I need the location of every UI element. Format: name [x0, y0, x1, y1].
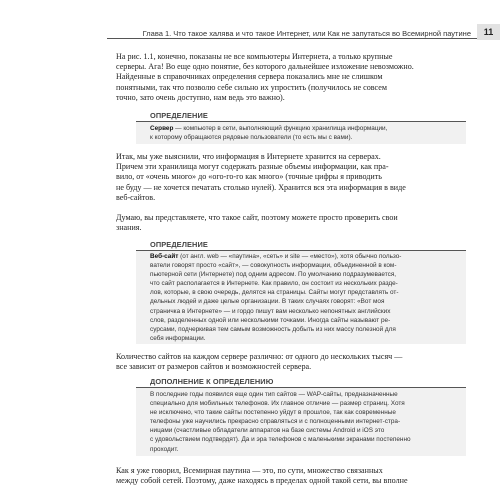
- text-line: дельных людей и даже целые организации. В таких случаях говорят: «Вот моя: [150, 298, 385, 306]
- text-line: телефоны уже научились прекрасно справляться и с полноценными интернет-стра-: [150, 418, 401, 426]
- paragraph-servers-intro: [116, 52, 476, 103]
- text-line: не исключено, что такие сайты постепенно уйдут в прошлое, так как современные: [150, 409, 396, 417]
- text-line: специально для мобильных телефонов. Их главное отличие — размер страниц. Хотя: [150, 400, 405, 408]
- definition-box-heading: ОПРЕДЕЛЕНИЕ: [136, 240, 466, 251]
- text-line: точно, зато очень доступно, нам ведь это важно).: [116, 92, 285, 102]
- text-line: понятными, так что позволю себе сильно их упростить (получилось не совсем: [116, 82, 387, 92]
- paragraph-servers-storage: [116, 152, 476, 203]
- text-line: Причем эти хранилища могут содержать разные объемы информации, как пра-: [116, 162, 389, 172]
- text-line: Количество сайтов на каждом сервере различно: от одного до нескольких тысяч —: [116, 352, 403, 361]
- text-line: Думаю, вы представляете, что такое сайт, поэтому можете просто проверить свои: [116, 213, 398, 222]
- definition-box-website-text: Веб-сайт (от англ. web — «паутина», «сеть» и site — «место»), хотя обычно пользо- ватели говорят просто «сайт», — совокупность информации, объединенной в ком- пьютерной сети (Интернете) под одним адресом. По умолчанию подразумевается, что сайт располагается в Интернете. Как правило, он состоит из нескольких разде- лов, которые, в свою очередь, делятся на страницы. Сайты могут представлять от- дельных людей и даже целые организации. В таких случаях говорят: «Вот моя страничка в Интернете» — и гордо пишут вам несколько непонятных английских слов, разделенных одной или несколькими точками. Иногда сайты называют ре- сурсами, подчеркивая тем самым возможность добыть из них массу полезной для себя информации.: [150, 252, 460, 343]
- text-line: веб-сайтов.: [116, 192, 156, 202]
- page-header: [0, 0, 500, 42]
- text-line: что сайт располагается в Интернете. Как правило, он состоит из нескольких разде-: [150, 280, 398, 288]
- running-header-title: Глава 1. Что такое халява и что такое Интернет, или Как не запутаться во Всемирной паутине: [142, 29, 471, 38]
- page-number: 11: [477, 24, 500, 40]
- addendum-box-wap-text: [150, 390, 460, 454]
- text-line: себя информации.: [150, 334, 206, 342]
- addendum-box-heading: ДОПОЛНЕНИЕ К ОПРЕДЕЛЕНИЮ: [136, 377, 466, 388]
- text-line: страничка в Интернете» — и гордо пишут вам несколько непонятных английских: [150, 307, 391, 315]
- text-line: ницами (счастливые обладатели аппаратов на базе системы Android и iOS это: [150, 427, 385, 435]
- text-line: знания.: [116, 223, 142, 233]
- term-server: Сервер: [150, 125, 174, 132]
- text-line: проходит.: [150, 445, 179, 453]
- text-line: все зависит от размеров сайтов и возможностей сервера.: [116, 362, 312, 372]
- text-line: к которому обращаются рядовые пользователи (то есть мы с вами).: [150, 134, 353, 142]
- term-website: Веб-сайт: [150, 253, 179, 260]
- text-line: В последние годы появился еще один тип сайтов — WAP-сайты, предназначенные: [150, 391, 398, 398]
- text-line: Как я уже говорил, Всемирная паутина — это, по сути, множество связанных: [116, 466, 383, 475]
- text-line: Итак, мы уже выяснили, что информация в Интернете хранится на серверах.: [116, 152, 381, 161]
- definition-box-server-text: Сервер — компьютер в сети, выполняющий функцию хранилища информации, к которому обращаются рядовые пользователи (то есть мы с вами).: [150, 124, 460, 142]
- text-line: ватели говорят просто «сайт», — совокупность информации, объединенной в ком-: [150, 262, 397, 270]
- text-line: пьютерной сети (Интернете) под одним адресом. По умолчанию подразумевается,: [150, 271, 397, 279]
- text-line: Найденные в справочниках определения сервера показались мне не слишком: [116, 72, 383, 82]
- text-line: не буду — не хочется печатать столько нулей). Хранится вся эта информация в виде: [116, 182, 406, 192]
- header-rule: [107, 38, 477, 39]
- text-line: лов, которые, в свою очередь, делятся на страницы. Сайты могут представлять от-: [150, 289, 399, 297]
- text-line: сурсами, подчеркивая тем самым возможность добыть из них массу полезной для: [150, 325, 396, 333]
- text-line: с удовольствием подтвердят). Да и эра телефонов с маленькими экранами постепенно: [150, 436, 411, 444]
- text-line: серверы. Ага! Во еще одно понятие, без которого дальнейшее изложение невозможно.: [116, 62, 414, 72]
- text-line: На рис. 1.1, конечно, показаны не все компьютеры Интернета, а только крупные: [116, 52, 393, 61]
- paragraph-site-intro: [116, 213, 476, 233]
- definition-box-heading: ОПРЕДЕЛЕНИЕ: [136, 111, 466, 122]
- text-line: слов, разделенных одной или несколькими точками. Иногда сайты называют ре-: [150, 316, 391, 324]
- text-line: между собой сетей. Поэтому, даже находясь в пределах одной такой сети, вы вполне: [116, 476, 408, 486]
- paragraph-site-count: [116, 352, 476, 372]
- paragraph-web-networks: [116, 466, 476, 486]
- text-line: вило, от «очень много» до «ого-го-го как много» (точные цифры я приводить: [116, 172, 382, 182]
